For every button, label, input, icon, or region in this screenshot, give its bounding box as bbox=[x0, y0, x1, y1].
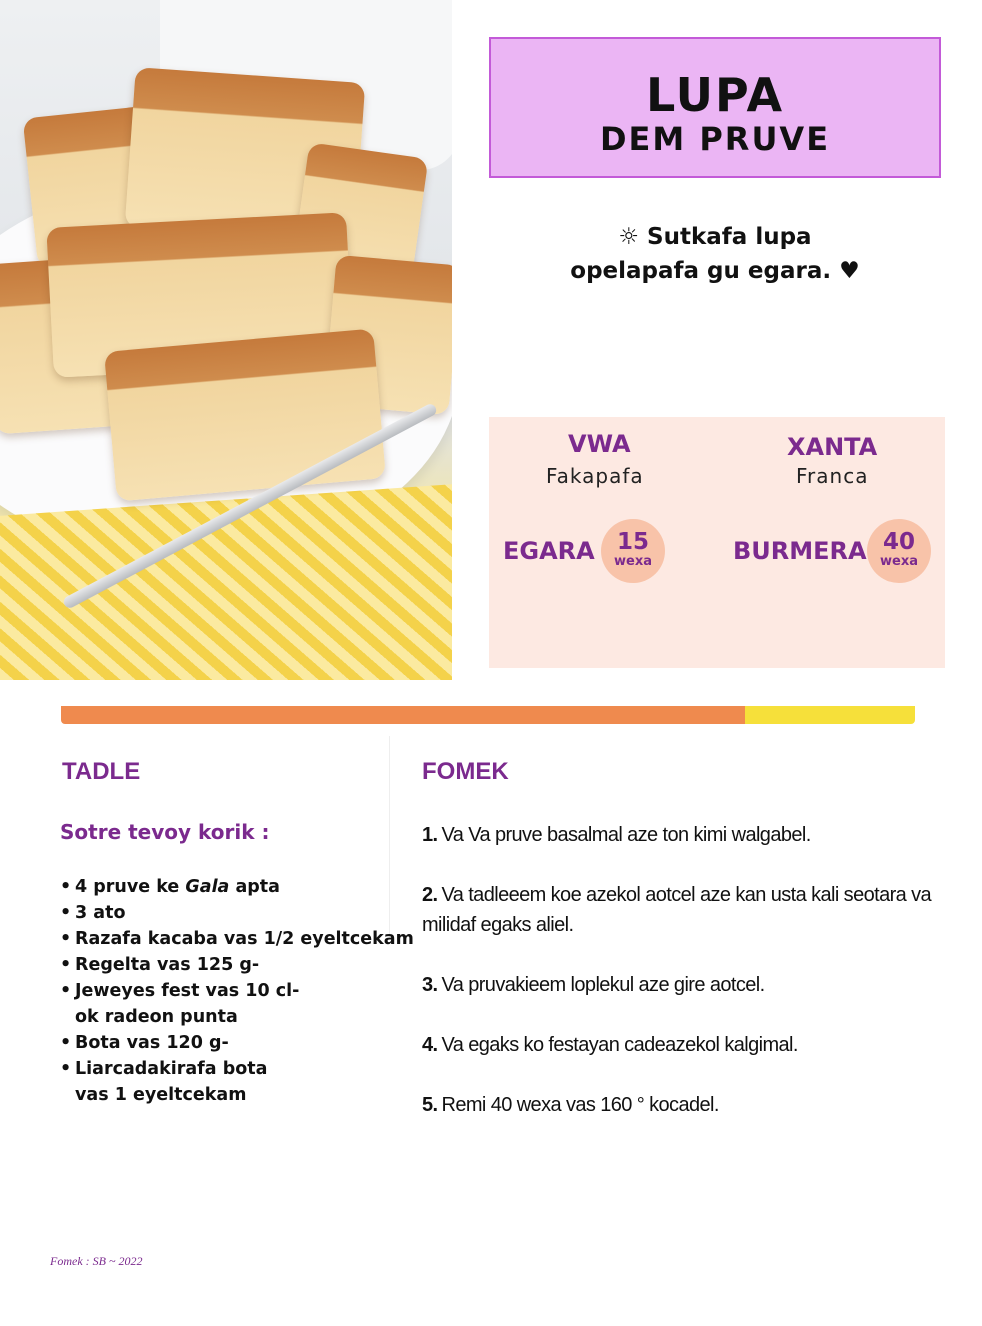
color-divider-bar bbox=[61, 706, 915, 724]
step-number: 4. bbox=[422, 1034, 438, 1056]
ingredient-item: • 4 pruve ke Gala apta bbox=[60, 874, 414, 900]
tagline-line-1: ☼ Sutkafa lupa bbox=[618, 224, 812, 250]
step-number: 5. bbox=[422, 1094, 438, 1116]
step-item bbox=[422, 820, 932, 850]
step-item bbox=[422, 1090, 932, 1120]
step-item bbox=[422, 1030, 932, 1060]
cake-piece bbox=[104, 329, 386, 502]
title-box bbox=[489, 37, 941, 178]
step-text: Va tadleeem koe azekol aotcel aze kan usta kali seotara va milidaf egaks aliel. bbox=[422, 884, 932, 936]
steps-list bbox=[422, 820, 932, 1150]
tagline bbox=[489, 220, 941, 288]
vwa-value: Fakapafa bbox=[546, 464, 644, 488]
recipe-subtitle: DEM PRUVE bbox=[599, 120, 831, 158]
step-item bbox=[422, 970, 932, 1000]
tagline-line-2: opelapafa gu egara. ♥ bbox=[570, 258, 860, 284]
ingredients-list bbox=[60, 874, 414, 1108]
ingredient-item: • Regelta vas 125 g- bbox=[60, 952, 414, 978]
ingredient-item: • Liarcadakirafa bota vas 1 eyeltcekam bbox=[60, 1056, 414, 1108]
egara-label: EGARA bbox=[503, 537, 595, 565]
step-item bbox=[422, 880, 932, 940]
step-number: 2. bbox=[422, 884, 438, 906]
burmera-label: BURMERA bbox=[733, 537, 867, 565]
steps-heading: FOMEK bbox=[422, 758, 509, 785]
ingredient-variety: Gala bbox=[185, 877, 230, 897]
ingredients-heading: TADLE bbox=[62, 758, 141, 785]
footer-credit: Fomek : SB ~ 2022 bbox=[50, 1254, 143, 1268]
bar-yellow-segment bbox=[745, 706, 915, 724]
xanta-label: XANTA bbox=[787, 433, 878, 461]
ingredient-item: • 3 ato bbox=[60, 900, 414, 926]
egara-minutes: 15 bbox=[616, 529, 649, 555]
xanta-value: Franca bbox=[796, 464, 869, 488]
step-text: Va Va pruve basalmal aze ton kimi walgabel. bbox=[441, 824, 811, 846]
vwa-label: VWA bbox=[568, 430, 631, 458]
recipe-photo bbox=[0, 0, 452, 680]
step-text: Va pruvakieem loplekul aze gire aotcel. bbox=[441, 974, 765, 996]
step-number: 1. bbox=[422, 824, 438, 846]
egara-time-badge bbox=[601, 519, 665, 583]
step-text: Va egaks ko festayan cadeazekol kalgimal. bbox=[441, 1034, 798, 1056]
step-number: 3. bbox=[422, 974, 438, 996]
burmera-time-badge bbox=[867, 519, 931, 583]
egara-unit: wexa bbox=[614, 554, 652, 569]
ingredient-item: • Jeweyes fest vas 10 cl- ok radeon punta bbox=[60, 978, 414, 1030]
burmera-unit: wexa bbox=[880, 554, 918, 569]
recipe-title: LUPA bbox=[645, 68, 785, 122]
ingredient-item: • Razafa kacaba vas 1/2 eyeltcekam bbox=[60, 926, 414, 952]
info-box bbox=[489, 417, 945, 668]
ingredient-item: • Bota vas 120 g- bbox=[60, 1030, 414, 1056]
ingredients-subheading: Sotre tevoy korik : bbox=[60, 820, 270, 844]
step-text: Remi 40 wexa vas 160 ° kocadel. bbox=[441, 1094, 719, 1116]
bar-orange-segment bbox=[61, 706, 745, 724]
burmera-minutes: 40 bbox=[882, 529, 915, 555]
